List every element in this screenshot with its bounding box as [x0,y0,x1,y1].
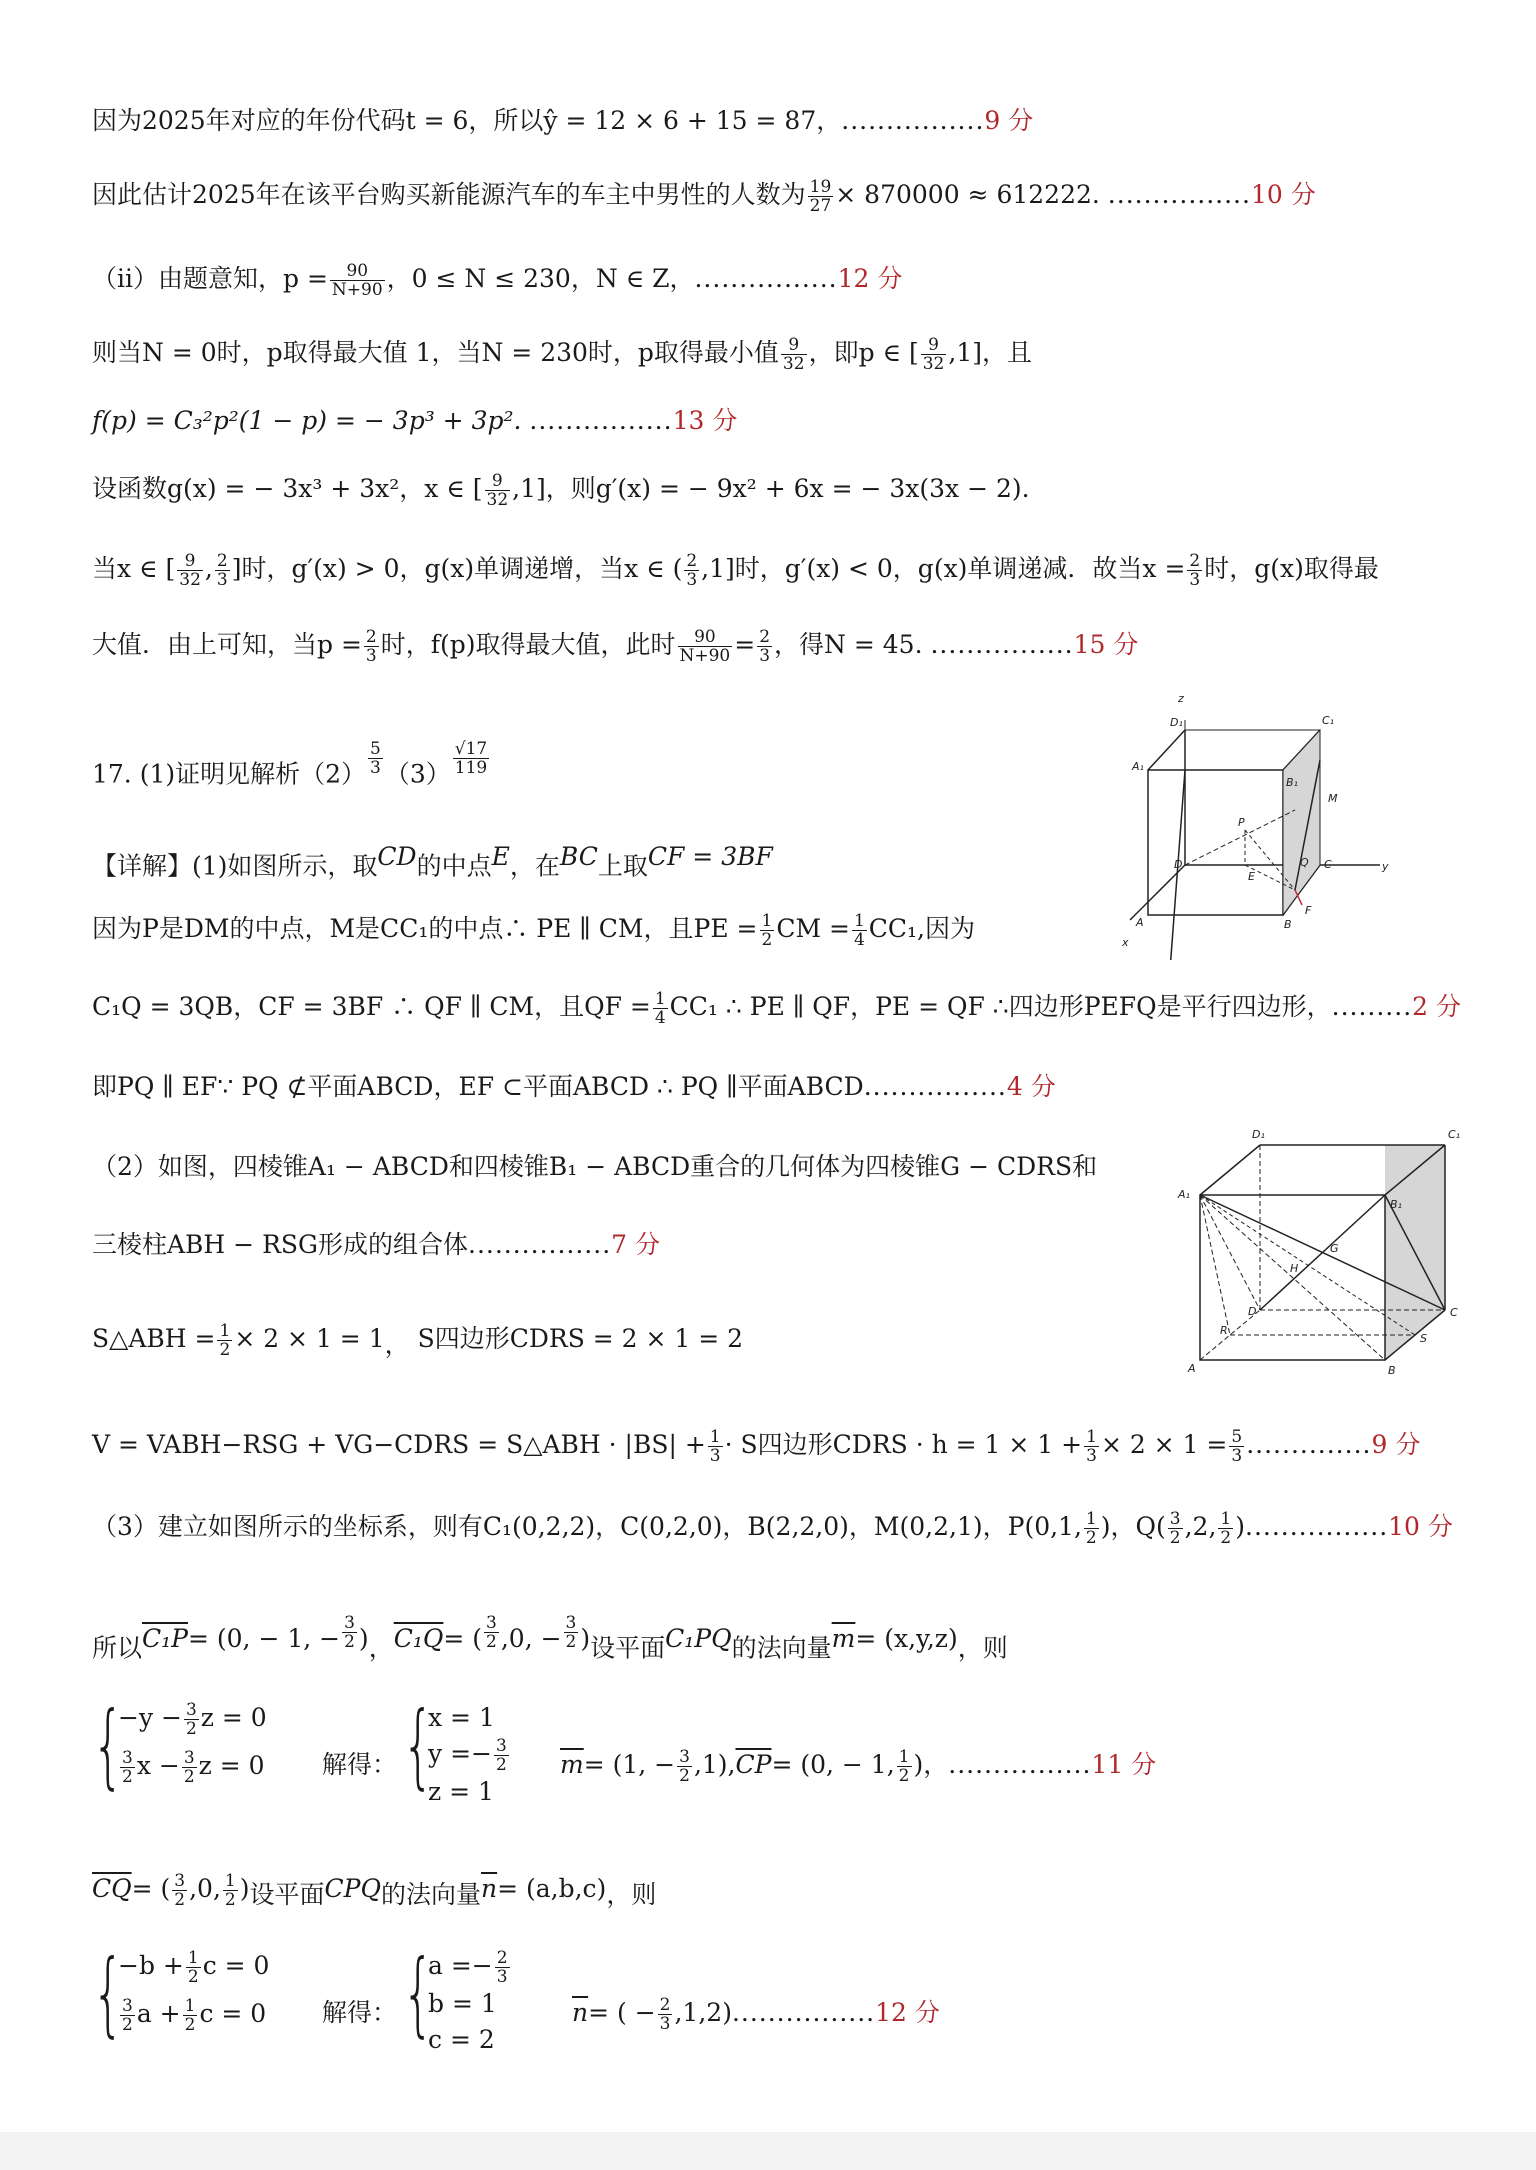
solution-2: { a =− $\frac{2}{3}$ b = 1 c = 2 [402,1940,508,2054]
svg-text:C: C [1450,1306,1458,1319]
cube-figure-2 [1170,1110,1470,1400]
svg-text:S: S [1420,1332,1427,1345]
svg-text:A₁: A₁ [1132,760,1144,773]
svg-text:x: x [1122,936,1129,949]
svg-text:A: A [1188,1362,1196,1375]
cube-figure-1 [1110,690,1410,960]
svg-text:D₁: D₁ [1252,1128,1265,1141]
svg-text:D: D [1174,858,1183,871]
svg-text:B: B [1388,1364,1396,1377]
equation-system-2: { −b + $\frac{1}{2}$ c = 0 $\frac{3}{2}$ a + $\frac{1}{2}$ c = 0 [92,1940,270,2047]
svg-text:C₁: C₁ [1448,1128,1461,1141]
svg-text:B: B [1284,918,1292,931]
line-7: 当x ∈ [ $\frac{9}{32}$ , $\frac{2}{3}$ ]时，g′(x) > 0，g(x)单调递增，当x ∈ ( $\frac{2}{3}$ ,1]时，g′(x) < 0，g(x)单调递减．故当x = $\frac{2}{3}$ 时，g(x)取得最 [92,551,1379,590]
page-bottom-strip [0,2132,1536,2170]
line-3: （ii）由题意知，p = $\frac{90}{N+90}$ ，0 ≤ N ≤ 230，N ∈ Z，................12 分 [92,261,903,300]
line-4: 则当N = 0时，p取得最大值 1，当N = 230时，p取得最小值 $\frac{9}{32}$ ，即p ∈ [ $\frac{9}{32}$ ,1]，且 [92,335,1032,374]
svg-text:Q: Q [1300,856,1309,869]
line-6: 设函数g(x) = − 3x³ + 3x²，x ∈ [ $\frac{9}{32}$ ,1]，则g′(x) = − 9x² + 6x = − 3x(3x − 2). [92,471,1030,510]
line-20: $\overline{m}= (1$, − $\frac{3}{2}$ $,1),\overline{CP}= (0$, − 1, $\frac{1}{2}$ )，................11 分 [560,1747,1157,1786]
solution-1: { x = 1 y =− $\frac{3}{2}$ z = 1 [402,1692,507,1806]
line-19: 所以C₁P= (0, − 1, − $\frac{3}{2}$ )，C₁Q= ( $\frac{3}{2}$ ,0, − $\frac{3}{2}$ )设平面C₁PQ的法向量$\overline{m}= (x,y,z)$，则 [92,1613,1008,1663]
line-22: $\overline{n}=$ ( − $\frac{2}{3}$ ,1,2)................12 分 [572,1995,940,2034]
score-9: 9 分 [984,106,1034,135]
svg-text:R: R [1220,1324,1228,1337]
svg-text:C₁: C₁ [1322,714,1335,727]
line-9: 17. (1)证明见解析（2） $\frac{5}{3}$ （3） $\frac{√17}{119}$ [92,739,488,789]
line-11: 因为P是DM的中点，M是CC₁的中点∴ PE ∥ CM，且PE = $\frac{1}{2}$ CM = $\frac{1}{4}$ CC₁,因为 [92,911,976,950]
fraction: $\frac{19}{27}$ [809,177,832,216]
line-1: 因为2025年对应的年份代码t = 6，所以ŷ = 12 × 6 + 15 = 87，................9 分 [92,106,1034,135]
line-18: （3）建立如图所示的坐标系，则有C₁(0,2,2)，C(0,2,0)，B(2,2,0)，M(0,2,1)，P(0,1, $\frac{1}{2}$ )，Q( $\frac{3}{2}$ ,2, $\frac{1}{2}$ )................10 分 [92,1509,1453,1548]
line-17: V = VABH−RSG + VG−CDRS = S△ABH · |BS| + $\frac{1}{3}$ · S四边形CDRS · h = 1 × 1 + $\frac{1}{3}$ × 2 × 1 = $\frac{5}{3}$ ..............9 分 [92,1427,1421,1466]
svg-text:A₁: A₁ [1178,1188,1190,1201]
svg-text:P: P [1238,816,1245,829]
solve-label-2: 解得： [322,1998,398,2027]
line-8: 大值．由上可知，当p = $\frac{2}{3}$ 时，f(p)取得最大值，此时 $\frac{90}{N+90}$ = $\frac{2}{3}$ ，得N = 45. ................15 分 [92,627,1139,666]
equation-system-1: { −y − $\frac{3}{2}$ z = 0 $\frac{3}{2}$ x − $\frac{3}{2}$ z = 0 [92,1692,267,1799]
line-10: 【详解】(1)如图所示，取CD的中点E，在BC上取CF = 3BF [92,842,773,881]
line-5: f(p) = C₃²p²(1 − p) = − 3p³ + 3p². ................13 分 [92,406,738,435]
line-21: $\overline{CQ}=$ ( $\frac{3}{2}$ ,0, $\frac{1}{2}$ )设平面CPQ的法向量$\overline{n}= (a,b,c)$，则 [92,1871,657,1910]
score-10: 10 分 [1250,180,1316,209]
svg-text:B₁: B₁ [1390,1198,1402,1211]
svg-text:H: H [1290,1262,1299,1275]
line-14: （2）如图，四棱锥A₁ − ABCD和四棱锥B₁ − ABCD重合的几何体为四棱锥G − CDRS和 [92,1152,1098,1181]
line-13: 即PQ ∥ EF∵ PQ ⊄平面ABCD，EF ⊂平面ABCD ∴ PQ ∥平面ABCD................4 分 [92,1072,1056,1101]
svg-text:M: M [1328,792,1338,805]
svg-text:E: E [1248,870,1255,883]
svg-text:C: C [1324,858,1332,871]
svg-text:y: y [1382,860,1389,873]
line-12: C₁Q = 3QB，CF = 3BF ∴ QF ∥ CM，且QF = $\frac{1}{4}$ CC₁ ∴ PE ∥ QF，PE = QF ∴四边形PEFQ是平行四边形，.........2 分 [92,989,1462,1028]
solve-label-1: 解得： [322,1750,398,1779]
line-2: 因此估计2025年在该平台购买新能源汽车的车主中男性的人数为 $\frac{19}{27}$ × 870000 ≈ 612222. ................10 分 [92,177,1316,216]
svg-text:A: A [1136,916,1144,929]
svg-text:G: G [1330,1242,1339,1255]
svg-text:B₁: B₁ [1286,776,1298,789]
fig1-z: z [1178,692,1184,705]
line-15: 三棱柱ABH − RSG形成的组合体................7 分 [92,1230,661,1259]
svg-text:D₁: D₁ [1170,716,1183,729]
svg-text:D: D [1248,1305,1257,1318]
line-16: S△ABH = $\frac{1}{2}$ × 2 × 1 = 1， S四边形CDRS = 2 × 1 = 2 [92,1321,744,1360]
svg-text:F: F [1305,904,1312,917]
